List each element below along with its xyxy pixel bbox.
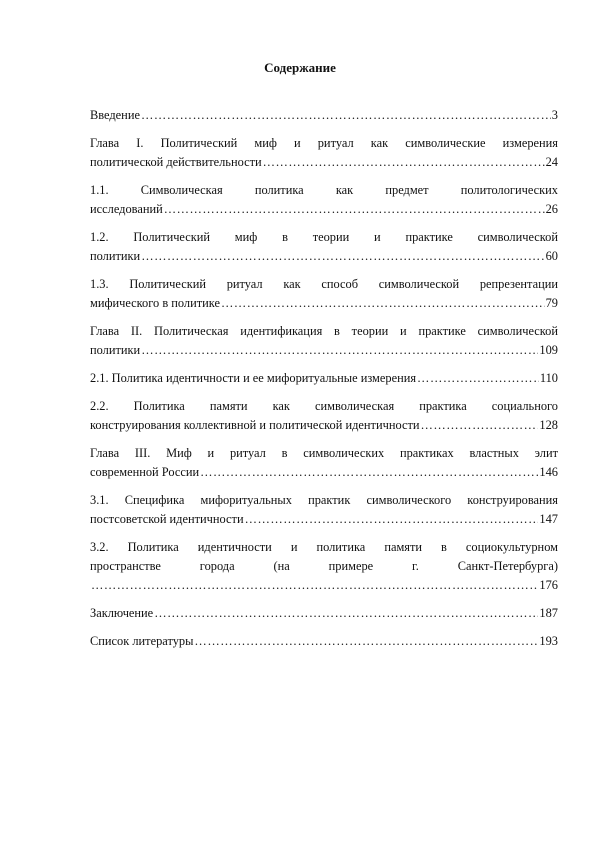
page-number: 176 xyxy=(539,578,558,592)
toc-entry-line xyxy=(90,463,558,482)
toc-entry-chapter-1[interactable] xyxy=(90,134,558,172)
toc-entry-chapter-2[interactable] xyxy=(90,322,558,360)
toc-entry-heading: Глава III. Миф и ритуал в символических практиках властных элит xyxy=(90,446,558,460)
toc-entry-section-3-1[interactable] xyxy=(90,491,558,529)
page-number: 79 xyxy=(545,296,558,310)
toc-entry-label: политики xyxy=(90,249,141,263)
leader-dots xyxy=(263,153,545,172)
toc-entry-label: исследований xyxy=(90,202,163,216)
page-number: 26 xyxy=(545,202,558,216)
page-number: 109 xyxy=(539,343,558,357)
page-number: 193 xyxy=(539,634,558,648)
toc-entry-heading-continued: пространстве города (на примере г. Санкт-Петербурга) xyxy=(90,559,558,573)
toc-entry-label: Заключение xyxy=(90,606,154,620)
toc-entry-label: 2.1. Политика идентичности и ее мифоритуальные измерения xyxy=(90,371,417,385)
toc-entry-heading: 1.3. Политический ритуал как способ символической репрезентации xyxy=(90,277,558,291)
page-number: 3 xyxy=(551,108,558,122)
toc-entry-section-1-1[interactable] xyxy=(90,181,558,219)
toc-entry-line xyxy=(90,510,558,529)
toc-entry-heading: Глава II. Политическая идентификация в теории и практике символической xyxy=(90,324,558,338)
toc-entry-line xyxy=(90,416,558,435)
toc-entry-label: политической действительности xyxy=(90,155,262,169)
toc-entry-section-2-1[interactable] xyxy=(90,369,558,388)
toc-entry-section-1-3[interactable] xyxy=(90,275,558,313)
leader-dots xyxy=(91,576,538,595)
leader-dots xyxy=(245,510,539,529)
toc-entry-heading: Глава I. Политический миф и ритуал как символические измерения xyxy=(90,136,558,150)
leader-dots xyxy=(200,463,538,482)
toc-entry-label: Введение xyxy=(90,108,140,122)
toc-entry-line xyxy=(90,294,558,313)
toc-entry-heading: 3.2. Политика идентичности и политика памяти в социокультурном xyxy=(90,540,558,554)
toc-title: Содержание xyxy=(264,60,336,75)
page-number: 146 xyxy=(539,465,558,479)
leader-dots xyxy=(221,294,545,313)
toc-entry-label: конструирования коллективной и политической идентичности xyxy=(90,418,420,432)
toc-entry-label: мифического в политике xyxy=(90,296,221,310)
page-number: 110 xyxy=(539,371,558,385)
leader-dots xyxy=(421,416,539,435)
leader-dots xyxy=(154,604,538,623)
toc-entry-line xyxy=(90,632,558,651)
leader-dots xyxy=(164,200,545,219)
page-number: 187 xyxy=(539,606,558,620)
toc-entry-heading: 1.2. Политический миф в теории и практике символической xyxy=(90,230,558,244)
toc-entry-line xyxy=(90,247,558,266)
toc-entry-line xyxy=(90,200,558,219)
toc-entry-chapter-3[interactable] xyxy=(90,444,558,482)
toc-entry-section-1-2[interactable] xyxy=(90,228,558,266)
leader-dots xyxy=(141,106,551,125)
toc-entry-line xyxy=(90,369,558,388)
page-number: 128 xyxy=(539,418,558,432)
toc-entry-section-3-2[interactable] xyxy=(90,538,558,595)
toc-entry-heading: 3.1. Специфика мифоритуальных практик символического конструирования xyxy=(90,493,558,507)
toc-entry-label: современной России xyxy=(90,465,200,479)
toc-entry-heading: 2.2. Политика памяти как символическая практика социального xyxy=(90,399,558,413)
toc-entry-bibliography[interactable] xyxy=(90,632,558,651)
toc-entry-conclusion[interactable] xyxy=(90,604,558,623)
leader-dots xyxy=(417,369,539,388)
toc-entry-line xyxy=(90,341,558,360)
toc-entry-label: Список литературы xyxy=(90,634,194,648)
table-of-contents xyxy=(90,106,558,660)
toc-entry-line xyxy=(90,106,558,125)
leader-dots xyxy=(194,632,538,651)
toc-entry-introduction[interactable] xyxy=(90,106,558,125)
toc-entry-line xyxy=(90,153,558,172)
page-number: 24 xyxy=(545,155,558,169)
toc-entry-heading: 1.1. Символическая политика как предмет политологических xyxy=(90,183,558,197)
leader-dots xyxy=(141,341,538,360)
toc-entry-section-2-2[interactable] xyxy=(90,397,558,435)
page-number: 60 xyxy=(545,249,558,263)
page-number: 147 xyxy=(539,512,558,526)
leader-dots xyxy=(141,247,544,266)
toc-entry-line xyxy=(90,576,558,595)
toc-entry-line xyxy=(90,604,558,623)
toc-entry-label: постсоветской идентичности xyxy=(90,512,244,526)
toc-entry-label: политики xyxy=(90,343,141,357)
